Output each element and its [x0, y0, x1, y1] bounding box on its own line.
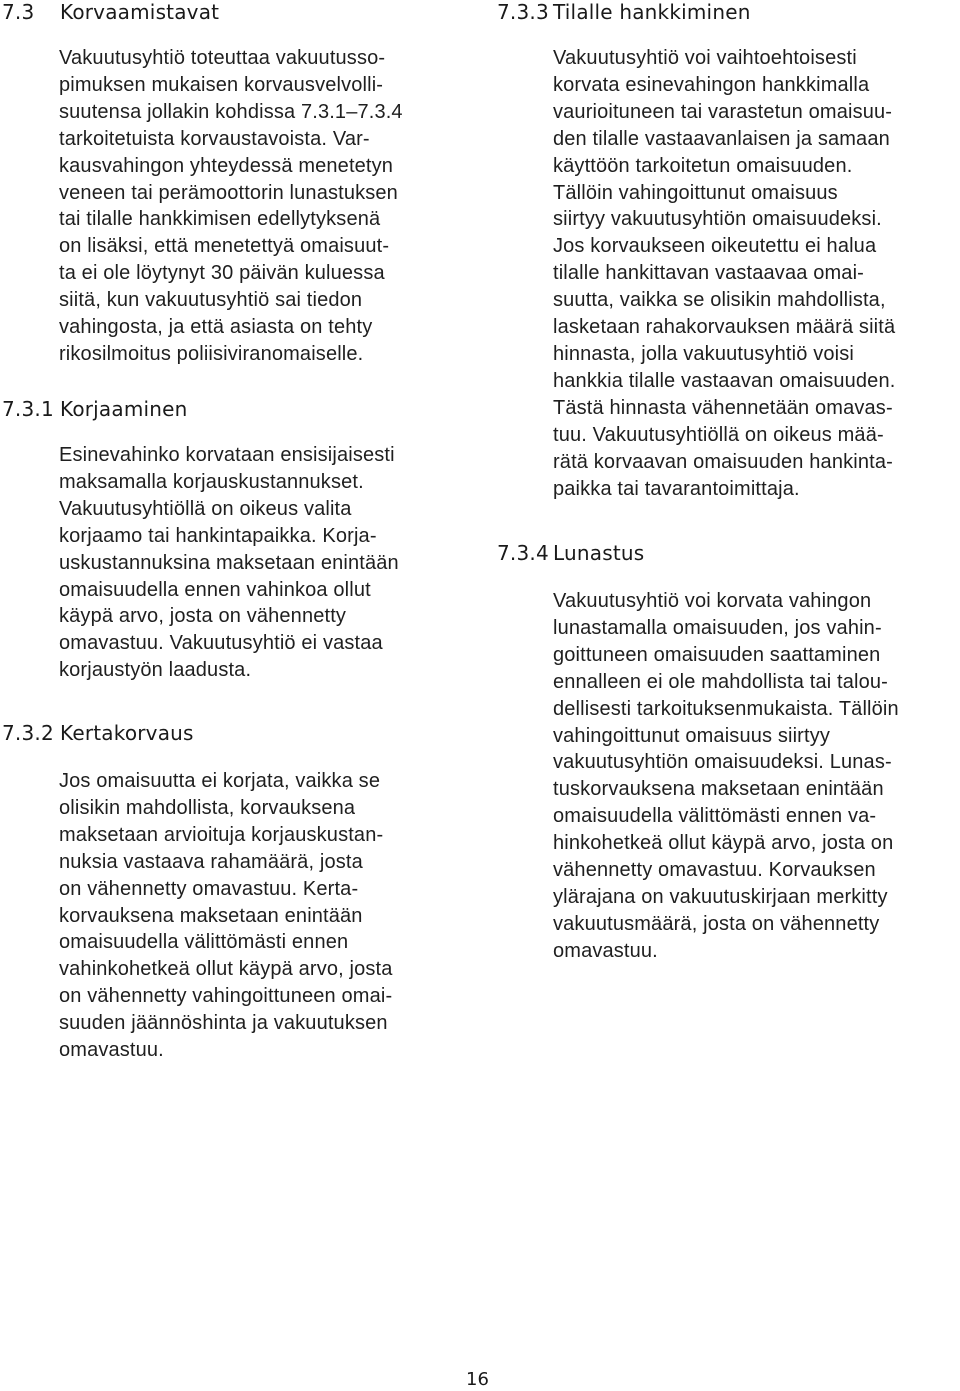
text-line: lunastamalla omaisuuden, jos vahin- [553, 616, 882, 639]
text-line: nuksia vastaava rahamäärä, josta [59, 850, 363, 873]
text-line: Tästä hinnasta vähennetään omavas- [553, 396, 893, 419]
section-body-7-3 [59, 45, 403, 368]
text-line: tuskorvauksena maksetaan enintään [553, 778, 884, 801]
text-line: korvata esinevahingon hankkimalla [553, 73, 870, 96]
text-line: käypä arvo, josta on vähennetty [59, 605, 347, 628]
text-line: korvauksena maksetaan enintään [59, 904, 363, 927]
text-line: veneen tai perämoottorin lunastuksen [59, 181, 398, 204]
text-line: kausvahingon yhteydessä menetetyn [59, 154, 394, 177]
text-line: vahingoittunut omaisuus siirtyy [553, 724, 831, 747]
subsection-number: 7.3.4 [497, 541, 549, 565]
text-line: ennalleen ei ole mahdollista tai talou- [553, 670, 888, 693]
text-line: on lisäksi, että menetettyä omaisuut- [59, 235, 390, 258]
subsection-title: Korjaaminen [60, 397, 188, 421]
text-line: omavastuu. [59, 1039, 164, 1062]
text-line: hinnasta, jolla vakuutusyhtiö voisi [553, 342, 854, 365]
text-line: lasketaan rahakorvauksen määrä siitä [553, 316, 896, 339]
text-line: ta ei ole löytynyt 30 päivän kuluessa [59, 262, 385, 285]
text-line: omavastuu. Vakuutusyhtiö ei vastaa [59, 632, 383, 655]
text-line: on vähennetty omavastuu. Kerta- [59, 877, 359, 900]
text-line: on vähennetty vahingoittuneen omai- [59, 985, 393, 1008]
text-line: goittuneen omaisuuden saattaminen [553, 643, 881, 666]
text-line: tarkoitetuista korvaustavoista. Var- [59, 127, 370, 150]
text-line: hinkohetkeä ollut käypä arvo, josta on [553, 832, 894, 855]
text-line: Vakuutusyhtiö voi korvata vahingon [553, 590, 872, 612]
text-line: vähennetty omavastuu. Korvauksen [553, 859, 876, 882]
subsection-title: Kertakorvaus [60, 721, 194, 745]
text-line: vakuutusyhtiön omaisuudeksi. Lunas- [553, 751, 892, 774]
text-line: siirtyy vakuutusyhtiön omaisuudeksi. [553, 208, 882, 231]
text-line: Vakuutusyhtiö toteuttaa vakuutusso- [59, 47, 386, 69]
text-line: siitä, kun vakuutusyhtiö sai tiedon [59, 289, 363, 312]
text-line: paikka tai tavarantoimittaja. [553, 477, 800, 500]
text-line: olisikin mahdollista, korvauksena [59, 796, 356, 819]
text-line: Jos omaisuutta ei korjata, vaikka se [59, 770, 381, 792]
text-line: Vakuutusyhtiö voi vaihtoehtoisesti [553, 47, 857, 69]
text-line: vahinkohetkeä ollut käypä arvo, josta [59, 958, 393, 981]
text-line: tilalle hankittavan vastaavaa omai- [553, 262, 864, 285]
text-line: dellisesti tarkoituksenmukaista. Tällöin [553, 697, 899, 720]
text-line: tai tilalle hankkimisen edellytyksenä [59, 208, 381, 231]
text-line: suutensa jollakin kohdissa 7.3.1–7.3.4 [59, 100, 403, 123]
subsection-body-7-3-1 [59, 442, 399, 684]
text-line: ylärajana on vakuutuskirjaan merkitty [553, 885, 888, 908]
text-line: omaisuudella välittömästi ennen [59, 931, 349, 954]
text-line: Jos korvaukseen oikeutettu ei halua [553, 235, 877, 258]
text-line: omaisuudella välittömästi ennen va- [553, 805, 877, 828]
text-line: omaisuudella ennen vahinkoa ollut [59, 578, 371, 601]
text-line: tuu. Vakuutusyhtiöllä on oikeus mää- [553, 423, 884, 446]
text-line: vahingosta, ja että asiasta on tehty [59, 316, 373, 339]
text-line: maksetaan arvioituja korjauskustan- [59, 823, 384, 846]
text-line: den tilalle vastaavanlaisen ja samaan [553, 127, 890, 150]
text-line: Vakuutusyhtiöllä on oikeus valita [59, 497, 352, 520]
text-line: suutta, vaikka se olisikin mahdollista, [553, 289, 886, 312]
text-line: rikosilmoitus poliisiviranomaiselle. [59, 342, 364, 365]
text-line: maksamalla korjauskustannukset. [59, 470, 364, 493]
text-line: suuden jäännöshinta ja vakuutuksen [59, 1012, 388, 1035]
subsection-body-7-3-2 [59, 768, 393, 1064]
subsection-number: 7.3.3 [497, 0, 549, 24]
text-line: korjaamo tai hankintapaikka. Korja- [59, 524, 377, 547]
page-number: 16 [466, 1369, 489, 1390]
text-line: rätä korvaavan omaisuuden hankinta- [553, 450, 893, 473]
subsection-title: Tilalle hankkiminen [553, 0, 751, 24]
text-line: korjaustyön laadusta. [59, 659, 252, 682]
text-line: Esinevahinko korvataan ensisijaisesti [59, 444, 395, 466]
text-line: uskustannuksina maksetaan enintään [59, 551, 399, 574]
section-number: 7.3 [2, 0, 35, 24]
text-line: käyttöön tarkoitetun omaisuuden. [553, 154, 853, 177]
text-line: pimuksen mukaisen korvausvelvolli- [59, 73, 384, 96]
text-line: vaurioituneen tai varastetun omaisuu- [553, 100, 893, 123]
subsection-title: Lunastus [553, 541, 645, 565]
subsection-body-7-3-4 [553, 588, 899, 965]
subsection-body-7-3-3 [553, 45, 895, 502]
text-line: Tällöin vahingoittunut omaisuus [553, 181, 838, 204]
text-line: vakuutusmäärä, josta on vähennetty [553, 912, 880, 935]
section-title: Korvaamistavat [60, 0, 220, 24]
text-line: hankkia tilalle vastaavan omaisuuden. [553, 369, 896, 392]
text-line: omavastuu. [553, 939, 658, 962]
subsection-number: 7.3.2 [2, 721, 54, 745]
subsection-number: 7.3.1 [2, 397, 54, 421]
